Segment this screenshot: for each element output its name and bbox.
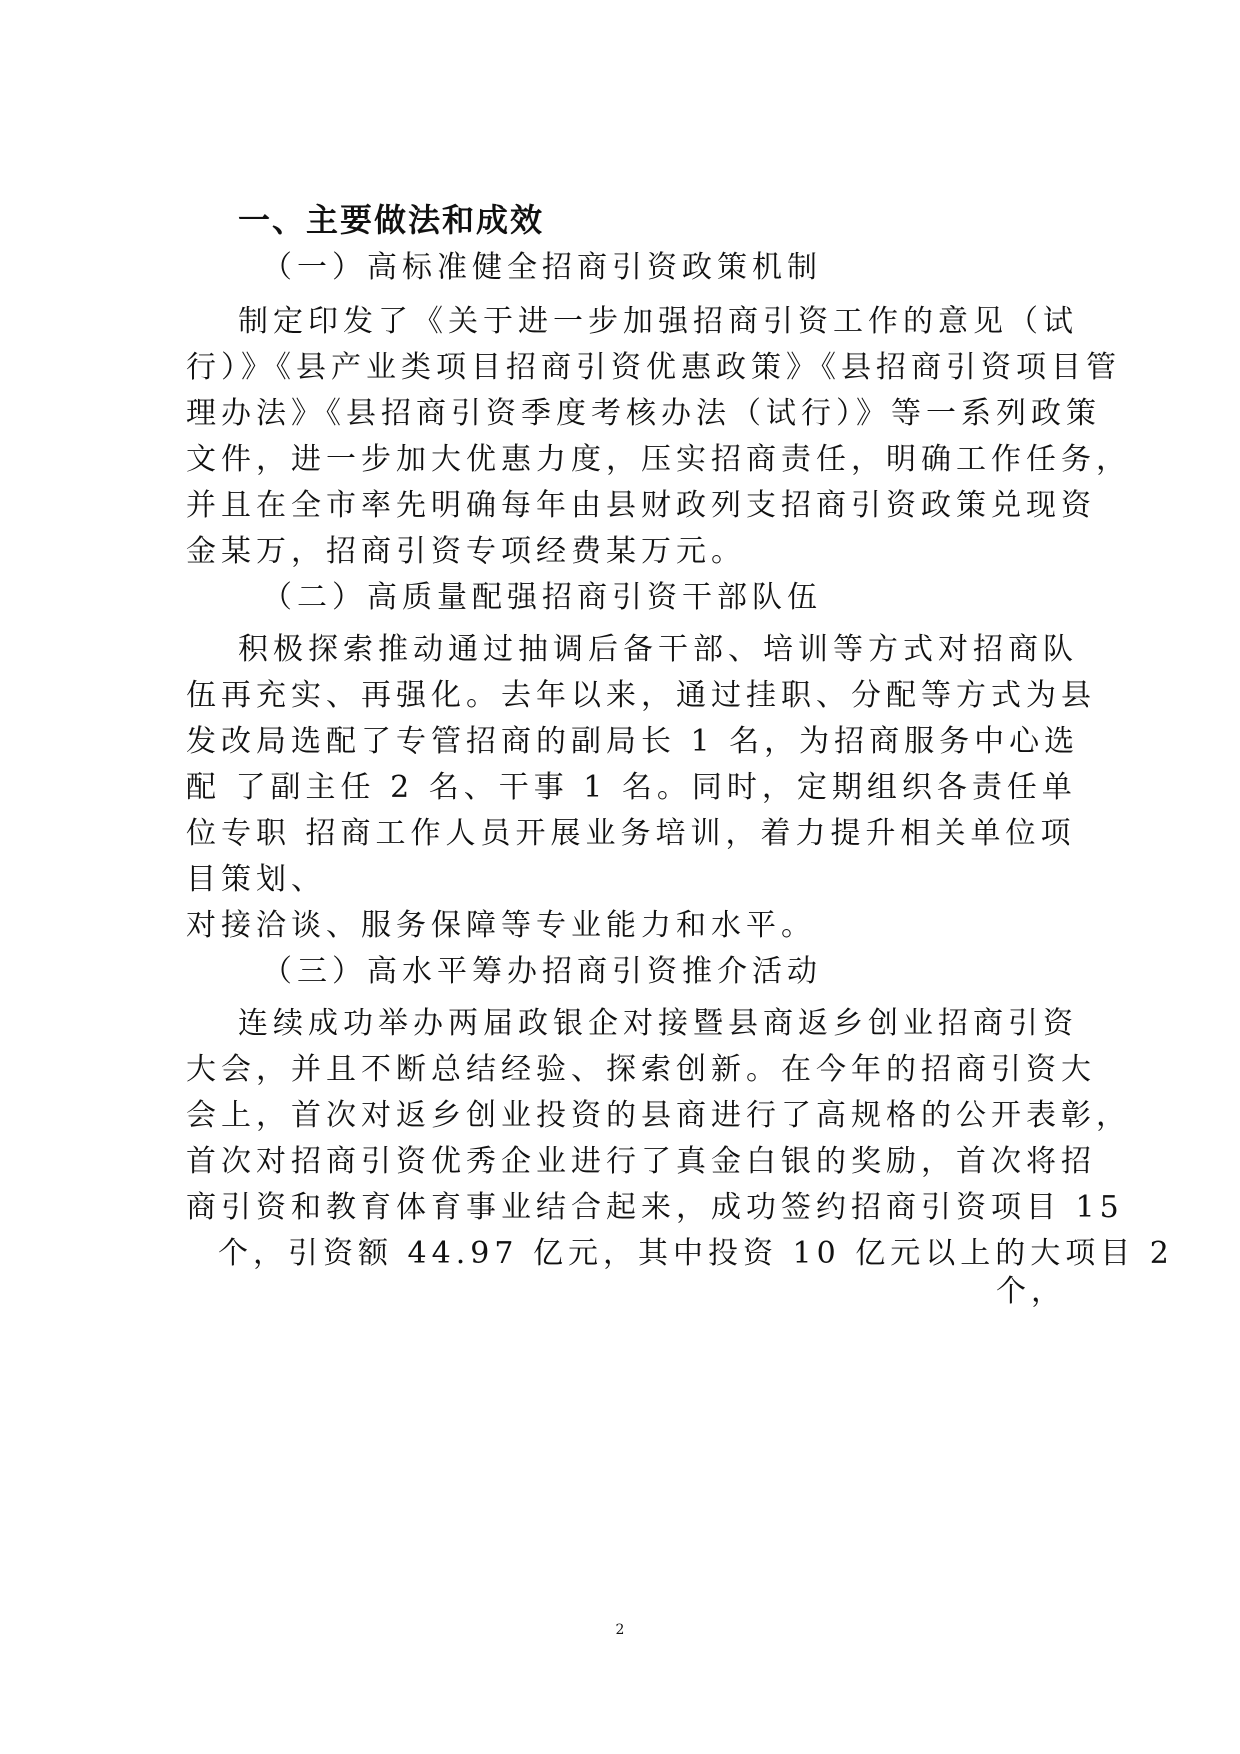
paragraph-line: 积极探索推动通过抽调后备干部、培训等方式对招商队 (238, 632, 1078, 667)
paragraph-line: 行）》《县产业类项目招商引资优惠政策》《县招商引资项目管 (186, 350, 1121, 385)
paragraph-line: 首次对招商引资优秀企业进行了真金白银的奖励，首次将招 (186, 1144, 1096, 1179)
paragraph-line: 文件，进一步加大优惠力度，压实招商责任，明确工作任务， (186, 442, 1131, 477)
paragraph-line: 伍再充实、再强化。去年以来，通过挂职、分配等方式为县 (186, 678, 1096, 713)
paragraph-line: 并且在全市率先明确每年由县财政列支招商引资政策兑现资 (186, 488, 1096, 523)
paragraph-line: 金某万，招商引资专项经费某万元。 (186, 534, 746, 569)
paragraph-line: 连续成功举办两届政银企对接暨县商返乡创业招商引资 (238, 1006, 1078, 1041)
paragraph-line: 会上，首次对返乡创业投资的县商进行了高规格的公开表彰， (186, 1098, 1131, 1133)
page-number: 2 (615, 1622, 625, 1638)
subsection-title: （二）高质量配强招商引资干部队伍 (262, 580, 822, 615)
paragraph-line: 对接洽谈、服务保障等专业能力和水平。 (186, 908, 816, 943)
section-heading: 一、主要做法和成效 (238, 201, 545, 239)
subsection-title: （三）高水平筹办招商引资推介活动 (262, 954, 822, 989)
paragraph-line: 理办法》《县招商引资季度考核办法（试行）》等一系列政策 (186, 396, 1101, 431)
paragraph-line: 个，引资额 44.97 亿元，其中投资 10 亿元以上的大项目 2 (218, 1236, 1174, 1271)
paragraph-line: 配 了副主任 2 名、干事 1 名。同时，定期组织各责任单 (186, 770, 1077, 805)
subsection-title: （一）高标准健全招商引资政策机制 (262, 250, 822, 285)
paragraph-line: 制定印发了《关于进一步加强招商引资工作的意见（试 (238, 304, 1078, 339)
paragraph-line: 位专职 招商工作人员开展业务培训，着力提升相关单位项 (186, 816, 1076, 851)
paragraph-line: 发改局选配了专管招商的副局长 1 名，为招商服务中心选 (186, 724, 1080, 759)
paragraph-line: 个， (996, 1274, 1066, 1309)
paragraph-line: 目策划、 (186, 862, 326, 897)
paragraph-line: 大会，并且不断总结经验、探索创新。在今年的招商引资大 (186, 1052, 1096, 1087)
paragraph-line: 商引资和教育体育事业结合起来，成功签约招商引资项目 15 (186, 1190, 1124, 1225)
